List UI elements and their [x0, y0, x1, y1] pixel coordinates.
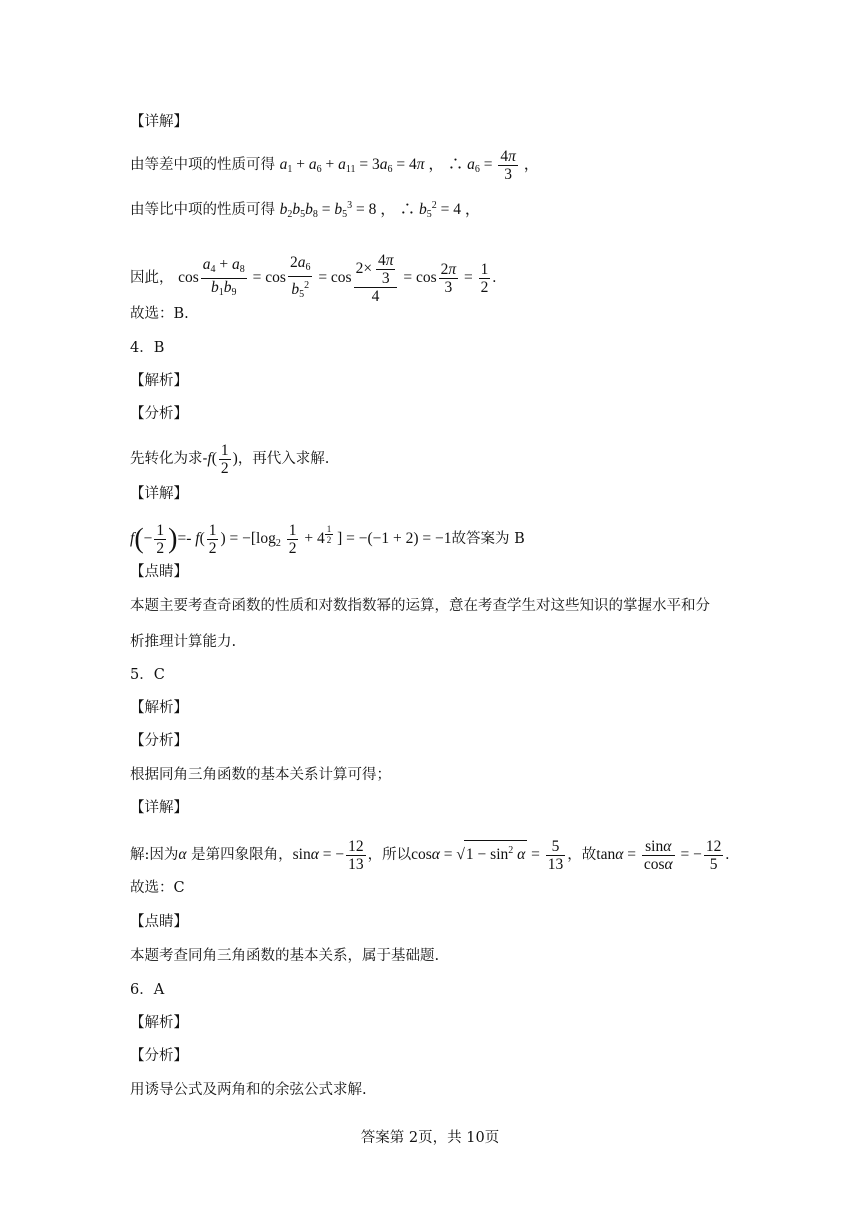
- q4-method-tail: ，再代入求解.: [237, 451, 330, 468]
- q5-cos: $\cos\alpha = √1 - \sin^2 \alpha$ = $\frac{5}{13}$: [411, 838, 564, 873]
- arith-line: [130, 148, 539, 183]
- q5-answer: 5．C: [130, 667, 165, 683]
- q4-answer-tail: 故答案为 B: [451, 531, 525, 548]
- q4-comment-2: 析推理计算能力.: [130, 634, 237, 650]
- q4-heading-comment: 【点睛】: [130, 564, 188, 580]
- q5-solution-line: [130, 838, 729, 873]
- q5-tan: tanα = $\frac{\sin\alpha}{\cos\alpha}$ = − $\frac{12}{5}$ .: [596, 838, 730, 873]
- q4-method-line: [130, 442, 329, 477]
- q5-choose: 故选：C: [130, 880, 185, 896]
- therefore-line: [130, 252, 496, 305]
- q4-heading-fenxi: 【分析】: [130, 406, 188, 422]
- geo-formula: $b_2b_5b_8 = b_5^3 = 8$ ， ∴ $b_5^2 = 4$ ，: [279, 200, 481, 220]
- q5-heading-fenxi: 【分析】: [130, 733, 188, 749]
- q4-solution-line: [130, 522, 525, 557]
- therefore-text: 因此，: [130, 270, 174, 287]
- q4-method-formula: f( $\frac{1}{2}$ ): [207, 442, 238, 477]
- q5-sin: sinα = − $\frac{12}{13}$: [292, 838, 364, 873]
- geo-line: [130, 196, 480, 225]
- q4-method: 先转化为求-: [130, 451, 208, 468]
- q5-comment: 本题考查同角三角函数的基本关系，属于基础题.: [130, 948, 440, 964]
- q4-answer: 4．B: [130, 340, 165, 356]
- choose-b: 故选：B.: [130, 306, 189, 322]
- page-footer: 答案第 2页，共 10页: [360, 1130, 500, 1146]
- q4-comment-1: 本题主要考查奇函数的性质和对数指数幂的运算，意在考查学生对这些知识的掌握水平和分: [130, 598, 710, 614]
- geo-text: 由等比中项的性质可得: [130, 202, 275, 218]
- q5-heading-detail: 【详解】: [130, 800, 188, 816]
- q5-sol-a: 解:因为: [130, 847, 179, 864]
- q6-answer: 6．A: [130, 982, 165, 998]
- arith-text: 由等差中项的性质可得: [130, 157, 275, 174]
- arith-formula: $a_1 + a_6 + a_{11} = 3a_6 = 4\pi$ ， ∴ $a_6$ = $\frac{4\pi}{3}$ ，: [279, 148, 540, 183]
- q5-sol-b: 是第四象限角，: [191, 847, 293, 864]
- q4-solution-formula: f(− $\frac{1}{2}$ )=- f( $\frac{1}{2}$ ) = $-[\log_2$ $\frac{1}{2}$ + 4 $^{\frac{1}{2}}$ ] = −(−1 + 2) = −1: [130, 522, 452, 557]
- q5-sol-d: ，故: [567, 847, 597, 864]
- q4-heading-analysis: 【解析】: [130, 373, 188, 389]
- heading-detail-3: 【详解】: [130, 114, 188, 130]
- q4-heading-detail: 【详解】: [130, 486, 188, 502]
- q6-method: 用诱导公式及两角和的余弦公式求解.: [130, 1082, 367, 1098]
- q5-sol-c: ，所以: [367, 847, 412, 864]
- q5-heading-analysis: 【解析】: [130, 700, 188, 716]
- alpha-symbol: α: [178, 846, 187, 864]
- q5-method: 根据同角三角函数的基本关系计算可得；: [130, 767, 391, 783]
- q6-heading-fenxi: 【分析】: [130, 1048, 188, 1064]
- q6-heading-analysis: 【解析】: [130, 1015, 188, 1031]
- cos-formula: cos $\frac{a_4 + a_8}{b_1b_9}$ = cos $\frac{2a_6}{b_5^2}$ = cos 2× $\frac{4\pi}{3}$ 4 = cos $\frac{2\pi}{3}$ = $\frac{1}{2}$ .: [178, 252, 497, 305]
- q5-heading-comment: 【点睛】: [130, 914, 188, 930]
